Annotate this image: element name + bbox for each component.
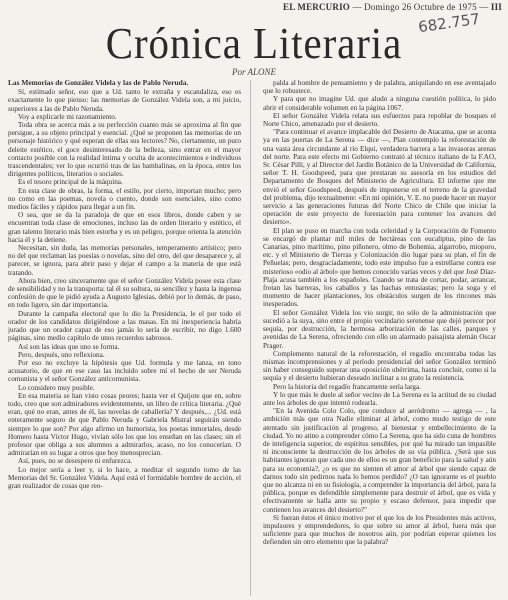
article-paragraph: Voy a explicarle mi razonamiento. <box>18 112 117 121</box>
article-paragraph: Si fueran éstos el único motivo por el que los de los Presidentes más activos, impulsores y emprendedores, lo que sobre su amor al árbol, fuera más que suficiente para que muchos de nosotros aún, por podrían esperar quienes los defienden sin otro elemento que la palabra? <box>263 513 496 547</box>
article-paragraph: Pero, después, uno reflexiona. <box>18 350 105 359</box>
left-column <box>8 79 241 598</box>
article-paragraph: Así, pues, no se desespere ni enfurezca. <box>18 457 132 466</box>
article-paragraph: Toda obra se acerca más a su perfección cuanto más se aproxima al fin que persigue, a su objeto principal y esencial. ¿Qué se proponen las memorias de un personaje histórico y qué esperan de ellas sus lectores? No, ciertamente, un puro deleite estético, el goce desinteresado de la belleza, sino entrar en el mayor contacto posible con la realidad íntima y oculta de acontecimientos e individuos trascendentales; ver lo que ocurrió tras de las bambalinas, en la época, entre los dirigentes políticos, literarios o sociales. <box>8 121 241 179</box>
section-heading: Las Memorias de González Videla y las de Pablo Neruda. <box>8 79 189 87</box>
article-paragraph: Es el tesoro principal de la máquina. <box>18 178 123 187</box>
masthead-page: III <box>490 2 502 12</box>
article-paragraph: Sí, estimado señor, eso que a Ud. tanto le extraña y escandaliza, eso es exactamente lo que pienso: las memorias de González Videla son, a mi juicio, superiores a las de Pablo Neruda. <box>8 88 241 113</box>
article-paragraph: Durante la campaña electoral que lo dio la Presidencia, le el por todo el orador de los candidatos dirigiéndose a las masas. En mi inexperiencia habría jurado que un orador capaz de eso jamás lo sería de escribir, no digo 1.600 páginas, sino medio capítulo de unos recuerdos sabrosos. <box>8 309 241 343</box>
masthead-date: Domingo 26 Octubre de 1975 <box>364 2 477 12</box>
article-paragraph: En esa materia se han visto cosas peores; hasta ver el Quijote que en, sobre todo, creo que son admiradores evidentemente, un libro de crítica literaria. ¿Qué eran, qué no eran, antes de él, las novelas de caballería? Y después,... ¿Ud. está enteramente seguro de que Pablo Neruda y Gabriela Mistral seguirán siendo siempre lo que son? Por algo afirmo un humorista, los poetas inmortales, desde Homero hasta Víctor Hugo, vivían sólo los que los enseñan en las clases; sin el profesor que obliga a sus alumnos a admirarlos, acaso, no los conocerían. O admirarían en su lugar a otros que hoy menosprecian. <box>8 391 241 458</box>
article-paragraph: O sea, que se da la paradoja de que en esos libros, donde caben y se encuentran toda clase de emociones, incluso las de orden literario y estético, el gran talento literario más bien estorba y es un peligro, porque orienta la atención hacia él y la detiene. <box>8 211 241 244</box>
article-paragraph: El señor González Videla relata sus esfuerzos para repoblar de bosques el Norte Chico, amenazado por el desierto. <box>263 111 496 129</box>
article-paragraph: "En la Avenida Colo Colo, que conduce al aeródromo — agrega — , la ambición más que otra Nadie eliminar al árbol, como mudo testigo de este atentado sin justificación al progreso, al bienestar y embellecimiento de la ciudad. Yo no atino a comprender cómo La Serena, que ha sido cuna de hombres de inteligencia superior, de espíritus sensibles, por qué ha mirado tan impasible ni inconsciente la destrucción de los árboles de su vía pública. ¿Será que sus habitantes ignoran que cada uno de ellos es un gran beneficio para la salud y aún para su economía?, ¿o es que no sienten el amor al árbol que siendo capaz de darnos todo sin pedirnos nada lo hemos perdido? ¿O tan ignorante es el pueblo que no alcanza ni en su fisiología, a comprender la importancia del árbol, para la pública, porque es defendible simplemente para destruir el árbol, que es vida y efectivamente se halla ante su propio y escaso defensor, para impedir que contienen los avances del desierto?" <box>263 407 496 514</box>
masthead-paper: EL MERCURIO <box>283 2 350 12</box>
article-paragraph: Lo mejor sería a leer y, si lo hace, a meditar el segundo tomo de las Memorias del Sr. González Videla. Aquí está el formidable hombre de acción, el gran realizador de cosas que reo- <box>8 465 241 490</box>
article-paragraph: Pero la historia del regadío francamente sería larga. <box>273 382 421 391</box>
page-title: Crónica Literaria <box>105 19 403 68</box>
article-paragraph: palda al hombre de pensamiento y de palabra, aniquilando en ese aventajado que lo robustece. <box>263 79 496 96</box>
article-paragraph: El plan se puso en marcha con toda celeridad y la Corporación de Fomento se encargó de plantar mil miles de hectáreas con eucaliptus, pino de las Canarias, pino marítimo, pino piñonero, olmo de Bohemia, algarrobo, mioporo, etc. y el Ministerio de Tierras y Colonización dio lugar para su plan, el fin de Peñuelas; pero, desgraciadamente, todo este impulso fue a estrellarse contra ese misterioso «odio al árbol» que hemos conocido varias veces y del que José Díaz-Plaja acusa también a los españoles. Cuando se trata de cortar, podar, arrancar, frotan las barreras, los caballos y las hachas entusiastas; pero la soga y el momento de hacer plantaciones, los obstáculos surgen de los rincones más inesperados. <box>263 226 496 309</box>
article-paragraph: Ahora bien, creo sinceramente que el señor González Videla posee esta clase de sensibilidad y no la transporta: tal él su soltura, su sencillez y hasta la ingenua confesión de que le pidió ayuda a Augusto Iglesias, debió por lo demás, de paso, en todo ligero, sin dar importancia. <box>8 276 241 310</box>
right-column <box>263 79 496 598</box>
article-paragraph: Complemento natural de la reforestación, el regadío encontraba todas las mismas incomprensiones y al período presidencial del señor González terminó sin haber conseguido superar una oposición ubérrima, hasta concluir, como si la sequía y el desierto hubieran deseado inclinar a su grato la resistencia. <box>263 349 496 383</box>
byline: Por ALONE <box>231 67 277 77</box>
article-paragraph: Necesitan, sin duda, las memorias personales, temperamento artístico; pero no del que reclaman las poesías o novelas, sino del otro, del que desaparece y, al parecer, se ignora, para abrir paso y dejar el campo a la materia de que está tratando. <box>8 244 241 277</box>
article-paragraph: Así son las ideas que uno se forma. <box>18 342 120 351</box>
article-paragraph: Y lo que más le duele al señor vecino de La Serena es la actitud de su ciudad ante los árboles de que intentó rodearla. <box>263 390 496 407</box>
handwritten-note: 682.757 <box>417 9 481 37</box>
column-divider <box>250 80 251 596</box>
masthead: EL MERCURIO — Domingo 26 Octubre de 1975 — III <box>283 2 502 12</box>
article-paragraph: Por eso no excluye la hipótesis que Ud. formula y me lanza, en tono acusatorio, de que en ese caso las incluido sobre mí el hecho de ser Neruda comunista y el señor González anticomunista. <box>8 358 241 384</box>
article-paragraph: En esta clase de obras, la forma, el estilo, por cierto, importan mucho; pero no como en las poemas, novela o cuento, donde son esenciales, sino como medios fáciles y rápidos para llegar a un fin. <box>8 186 241 212</box>
article-paragraph: Lo considero muy posible. <box>18 383 95 392</box>
article-paragraph: Y para que no imagine Ud. que aludo a ninguna cuestión política, lo pido abrir el considerable volumen en la página 1067. <box>263 95 496 112</box>
article-paragraph: El señor González Videla los vio surgir, no sólo de la administración que sucedió a la suya, sino entre el propio vecindario serenense que dejó perecer por sequía, por destrucción, la hermosa arborización de las calles, parques y avenidas de La Serena, ofreciendo con ello un alarmado paisajista alemán Oscar Prager. <box>263 308 496 350</box>
article-paragraph: "Para continuar el avance implacable del Desierto de Atacama, que se aconta ya en las puertas de La Serena — dice —, Plan contemplo la reforestación de una vasta área circundante al río Elqui, verdadera barrera a las invasoras arenas del norte. Para este efecto mi Gobierno contrató al técnico italiano de la F.AO, Sr. César Pilli, y al Director del Jardín Botánico de la Universidad de California, señor T. H. Goodspeed, para que prestaran su asesoría en los estudios del Departamento de Bosques del Ministerio de Agricultura. El informe que me envió el señor Goodspeed, después de imponerse en el terreno de la gravedad del problema, dijo textualmente: «En mi opinión, V. E. no puede hacer un mayor servicio a las generaciones futuras del Norte Chico de Chile que iniciar la operación de este proyecto de forestación para contener los avances del desierto». <box>263 128 496 227</box>
